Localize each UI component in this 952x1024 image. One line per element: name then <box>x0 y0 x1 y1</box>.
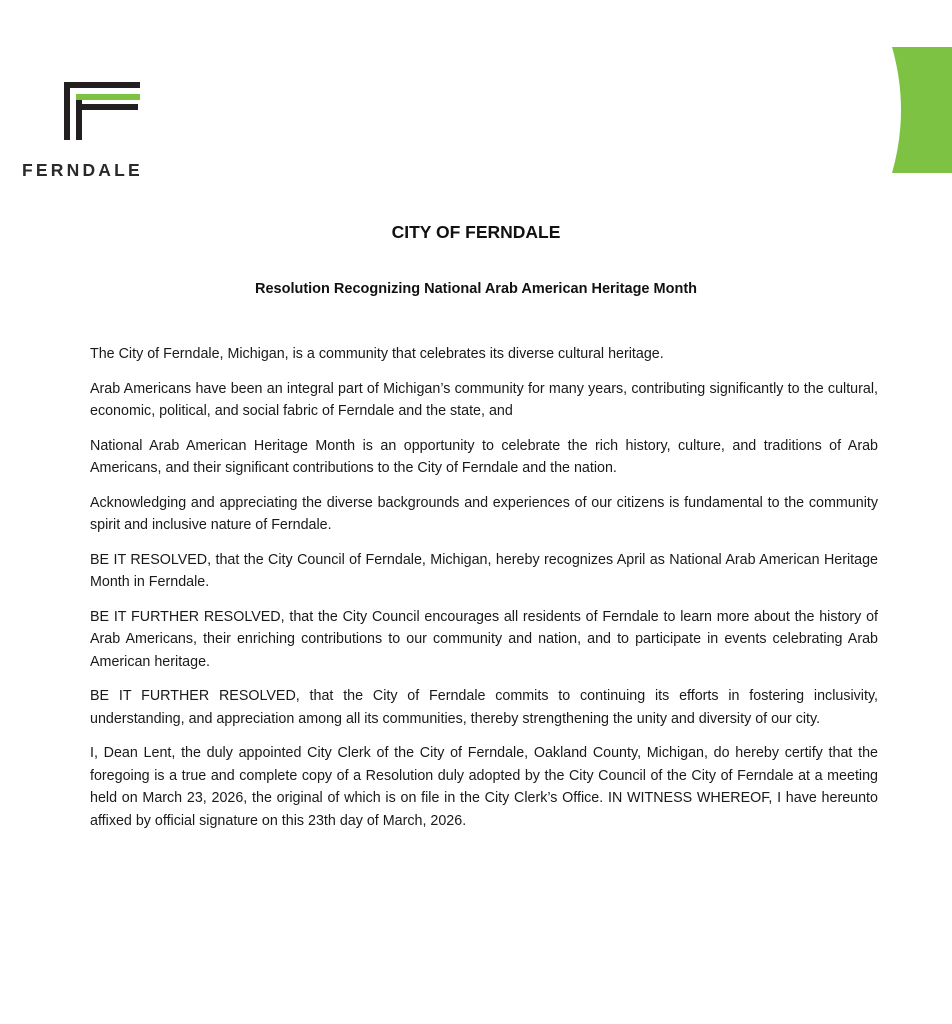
resolution-body <box>90 343 878 844</box>
paragraph-intro: The City of Ferndale, Michigan, is a community that celebrates its diverse cultural heritage. <box>90 346 664 362</box>
paragraph-resolved: BE IT RESOLVED, that the City Council of Ferndale, Michigan, hereby recognizes April as National Arab American Heritage Month in Ferndale. <box>90 551 878 590</box>
paragraph-acknowledging: Acknowledging and appreciating the diverse backgrounds and experiences of our citizens is fundamental to the community spirit and inclusive nature of Ferndale. <box>90 494 878 533</box>
paragraph-further-resolved-2: BE IT FURTHER RESOLVED, that the City of Ferndale commits to continuing its efforts in fostering inclusivity, understanding, and appreciation among all its communities, thereby strengthening the unity and diversity of our city. <box>90 688 878 727</box>
paragraph-heritage-month: National Arab American Heritage Month is an opportunity to celebrate the rich history, culture, and traditions of Arab Americans, and their significant contributions to the City of Ferndale and the nation. <box>90 437 878 476</box>
corner-tab-decoration <box>892 47 952 173</box>
logo-wordmark: FERNDALE <box>22 160 143 180</box>
ferndale-f-logo-icon <box>64 82 144 146</box>
paragraph-further-resolved-1: BE IT FURTHER RESOLVED, that the City Council encourages all residents of Ferndale to learn more about the history of Arab Americans, their enriching contributions to our community and nation, and to participate in events celebrating Arab American heritage. <box>90 608 878 670</box>
document-subtitle: Resolution Recognizing National Arab American Heritage Month <box>254 281 698 297</box>
ferndale-logo <box>22 82 192 182</box>
paragraph-contributions: Arab Americans have been an integral part of Michigan’s community for many years, contributing significantly to the cultural, economic, political, and social fabric of Ferndale and the state, and <box>90 380 878 419</box>
document-title: CITY OF FERNDALE <box>391 222 561 242</box>
paragraph-certification: I, Dean Lent, the duly appointed City Clerk of the City of Ferndale, Oakland County, Michigan, do hereby certify that the foregoing is a true and complete copy of a Resolution duly adopted by the City Council of the City of Ferndale at a meeting held on March 23, 2026, the original of which is on file in the City Clerk’s Office. IN WITNESS WHEREOF, I have hereunto affixed by official signature on this 23th day of March, 2026. <box>90 745 878 829</box>
